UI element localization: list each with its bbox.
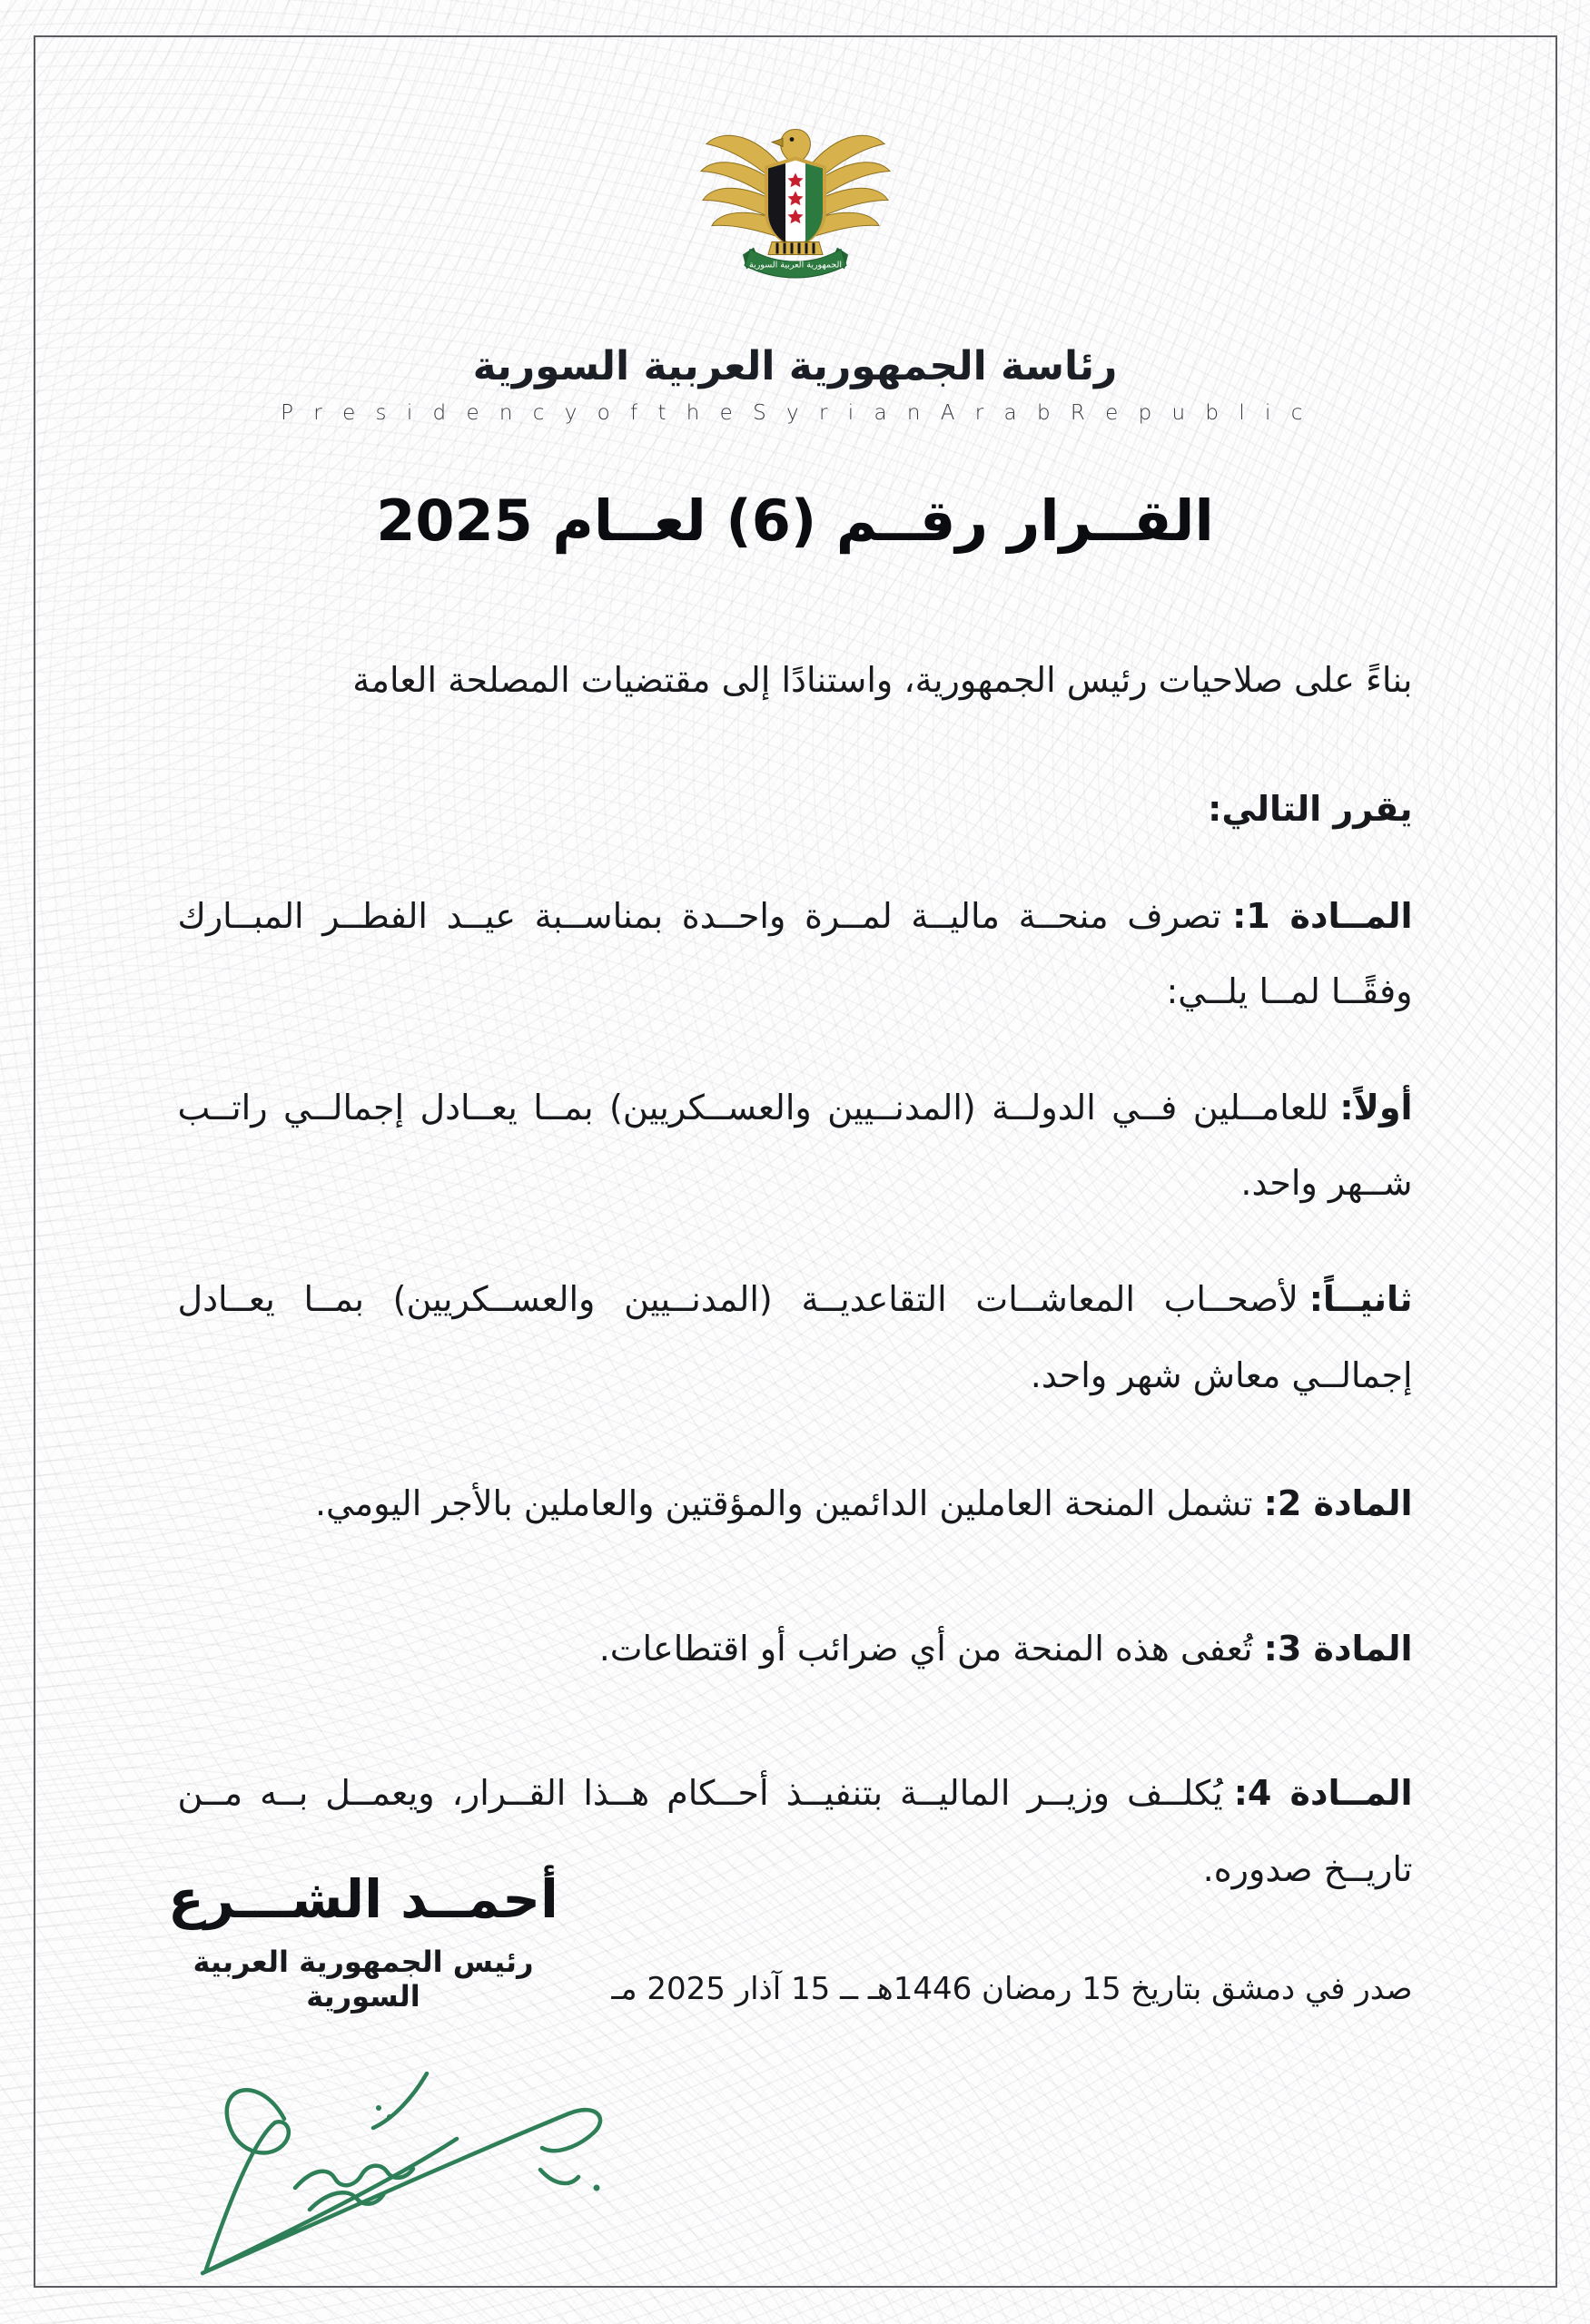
article-2 (178, 1466, 1413, 1542)
signature-block (136, 1868, 590, 2014)
article-4-label: المــادة 4: (1233, 1773, 1413, 1814)
article-1 (178, 879, 1413, 1030)
article-3-label: المادة 3: (1263, 1628, 1413, 1669)
issuance-date-line: صدر في دمشق بتاريخ 15 رمضان 1446هـ ــ 15 آذار 2025 مـ (611, 1970, 1413, 2007)
article-2-text: تشمل المنحة العاملين الدائمين والمؤقتين والعاملين بالأجر اليومي. (314, 1483, 1253, 1524)
decree-body (178, 643, 1413, 2023)
article-3-text: تُعفى هذه المنحة من أي ضرائب أو اقتطاعات. (598, 1628, 1253, 1669)
emblem-banner-text: الجمهورية العربية السورية (748, 260, 842, 271)
clause-second (178, 1262, 1413, 1413)
article-3 (178, 1611, 1413, 1688)
clause-first-label: أولاً: (1339, 1087, 1413, 1128)
clause-second-text: لأصحــاب المعاشــات التقاعديــة (المدنــيين والعســكريين) بمــا يعــادل إجمالــي معاش شهر واحد. (177, 1278, 1413, 1395)
signer-title: رئيس الجمهورية العربية السورية (193, 1944, 534, 2014)
org-title-arabic: رئاسة الجمهورية العربية السورية (472, 343, 1118, 389)
syrian-eagle-emblem-icon (696, 89, 895, 314)
emblem-container (0, 0, 1590, 318)
signer-name: أحمــد الشـــرع (168, 1868, 558, 1930)
org-title-english: P r e s i d e n c y o f t h e S y r i a n A r a b R e p u b l i c (281, 401, 1309, 425)
decides-line: يقرر التالي: (1208, 788, 1413, 829)
article-1-label: المــادة 1: (1232, 895, 1413, 936)
intro-paragraph: بناءً على صلاحيات رئيس الجمهورية، واستنادًا إلى مقتضيات المصلحة العامة (352, 660, 1413, 701)
article-2-label: المادة 2: (1263, 1483, 1413, 1524)
clause-first (178, 1070, 1413, 1222)
clause-second-label: ثانيــاً: (1309, 1278, 1413, 1319)
handwritten-signature-icon (150, 2072, 645, 2294)
article-1-text: تصرف منحــة ماليــة لمــرة واحــدة بمناســبة عيــد الفطــر المبــارك وفقًــا لمــا يلــي: (177, 895, 1413, 1012)
article-4-text: يُكلــف وزيــر الماليــة بتنفيــذ أحــكام هــذا القــرار، ويعمــل بــه مــن تاريــخ صدوره. (177, 1773, 1413, 1889)
decree-title: القــرار رقــم (6) لعــام 2025 (376, 487, 1214, 554)
clause-first-text: للعامــلين فــي الدولــة (المدنــيين والعســكريين) بمــا يعــادل إجمالــي راتــب شــهر واحد. (177, 1087, 1413, 1204)
